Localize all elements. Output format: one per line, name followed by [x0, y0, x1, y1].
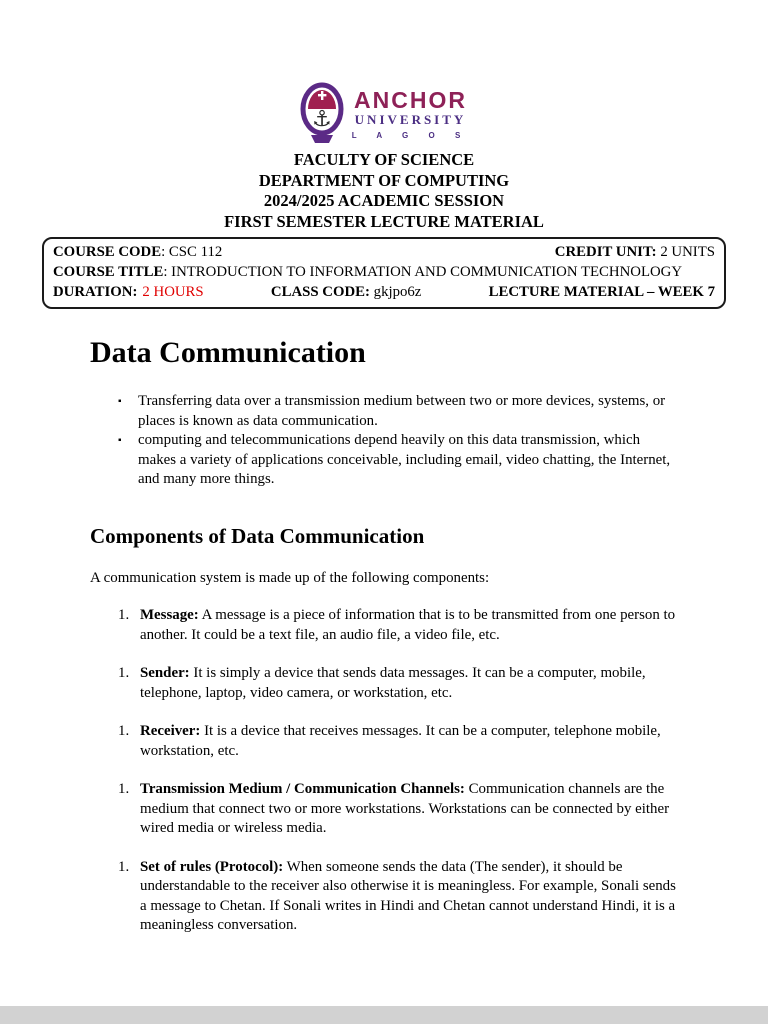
bullet-text: computing and telecommunications depend heavily on this data transmission, which makes a variety of applications conceivable, including email, video chatting, the Internet, and many more things. — [138, 432, 671, 487]
course-title-value: : INTRODUCTION TO INFORMATION AND COMMUNICATION TECHNOLOGY — [163, 264, 683, 280]
viewer-background-strip — [0, 1006, 768, 1024]
bullet-marker: ▪ — [118, 396, 122, 407]
list-body: When someone sends the data (The sender), it should be understandable to the receiver also otherwise it is meaningless. For example, Sonali sends a message to Chetan. If Sonali writes in Hindi and Chetan cannot understand Hindi, it is a meaningless conversation. — [140, 858, 676, 933]
header-department: DEPARTMENT OF COMPUTING — [258, 170, 510, 190]
course-box-row-3 — [53, 282, 715, 302]
university-logo — [0, 0, 768, 146]
course-box-row-2 — [53, 262, 715, 282]
course-code-field — [53, 242, 222, 262]
list-number: 1. — [118, 781, 130, 797]
document-header — [0, 150, 768, 232]
class-code-value: gkjpo6z — [369, 284, 422, 300]
logo-city: L A G O S — [351, 130, 470, 140]
week-label: LECTURE MATERIAL – WEEK 7 — [488, 284, 715, 300]
list-body: Communication channels are the medium that connect two or more workstations. Workstations can be connected by either wired media or wireless media. — [140, 781, 670, 836]
list-text — [140, 606, 680, 645]
class-code-label: CLASS CODE: — [270, 284, 370, 300]
list-number: 1. — [118, 607, 130, 623]
intro-text: A communication system is made up of the following components: — [90, 569, 490, 586]
list-text — [140, 664, 680, 703]
bullet-text: Transferring data over a transmission medium between two or more devices, systems, or places is known as data communication. — [138, 393, 666, 429]
list-text — [140, 780, 680, 839]
duration-label: DURATION: — [53, 284, 138, 300]
document-content — [0, 336, 768, 936]
list-body: It is a device that receives messages. It can be a computer, telephone mobile, workstation, etc. — [140, 723, 661, 759]
duration-value: 2 HOURS — [142, 284, 204, 300]
list-item — [118, 722, 680, 761]
logo-text-block — [352, 88, 470, 141]
list-lead: Receiver: — [140, 723, 201, 739]
list-lead: Set of rules (Protocol): — [140, 858, 284, 875]
list-text — [140, 722, 680, 761]
credit-unit-label: CREDIT UNIT: — [554, 244, 657, 260]
course-info-box — [42, 237, 726, 309]
header-faculty: FACULTY OF SCIENCE — [293, 150, 475, 169]
course-code-value: : CSC 112 — [161, 244, 223, 260]
list-text — [140, 858, 680, 936]
list-item — [118, 664, 680, 703]
course-code-label: COURSE CODE — [53, 244, 162, 260]
course-box-row-1 — [53, 242, 715, 262]
list-number: 1. — [118, 723, 130, 739]
list-body: A message is a piece of information that is to be transmitted from one person to another. It could be a text file, an audio file, a video file, etc. — [140, 607, 676, 643]
logo-name: ANCHOR — [354, 86, 467, 113]
header-session: 2024/2025 ACADEMIC SESSION — [263, 191, 505, 210]
list-lead: Transmission Medium / Communication Channels: — [140, 781, 465, 797]
bullet-item — [118, 392, 680, 431]
logo-subname: UNIVERSITY — [354, 111, 467, 127]
svg-text:⚓: ⚓ — [311, 107, 332, 132]
list-number: 1. — [118, 665, 130, 681]
list-number: 1. — [118, 858, 130, 875]
page-title: Data Communication — [90, 336, 366, 369]
bullet-item — [118, 431, 680, 490]
duration-field — [53, 282, 204, 302]
bullet-marker: ▪ — [118, 435, 122, 446]
list-item — [118, 780, 680, 839]
credit-unit-field — [555, 242, 715, 262]
class-code-field — [271, 282, 421, 302]
bullet-list — [118, 392, 680, 490]
list-item — [118, 858, 680, 936]
list-lead: Message: — [140, 607, 199, 623]
list-body: It is simply a device that sends data messages. It can be a computer, mobile, telephone, laptop, video camera, or workstation, etc. — [140, 665, 646, 701]
list-item — [118, 606, 680, 645]
components-list — [118, 606, 680, 936]
university-crest-icon — [299, 82, 345, 146]
header-semester: FIRST SEMESTER LECTURE MATERIAL — [224, 211, 544, 231]
section-heading: Components of Data Communication — [90, 523, 425, 548]
credit-unit-value: 2 UNITS — [656, 244, 715, 260]
list-lead: Sender: — [140, 665, 190, 681]
week-field — [489, 282, 715, 302]
course-title-label: COURSE TITLE — [53, 264, 164, 280]
